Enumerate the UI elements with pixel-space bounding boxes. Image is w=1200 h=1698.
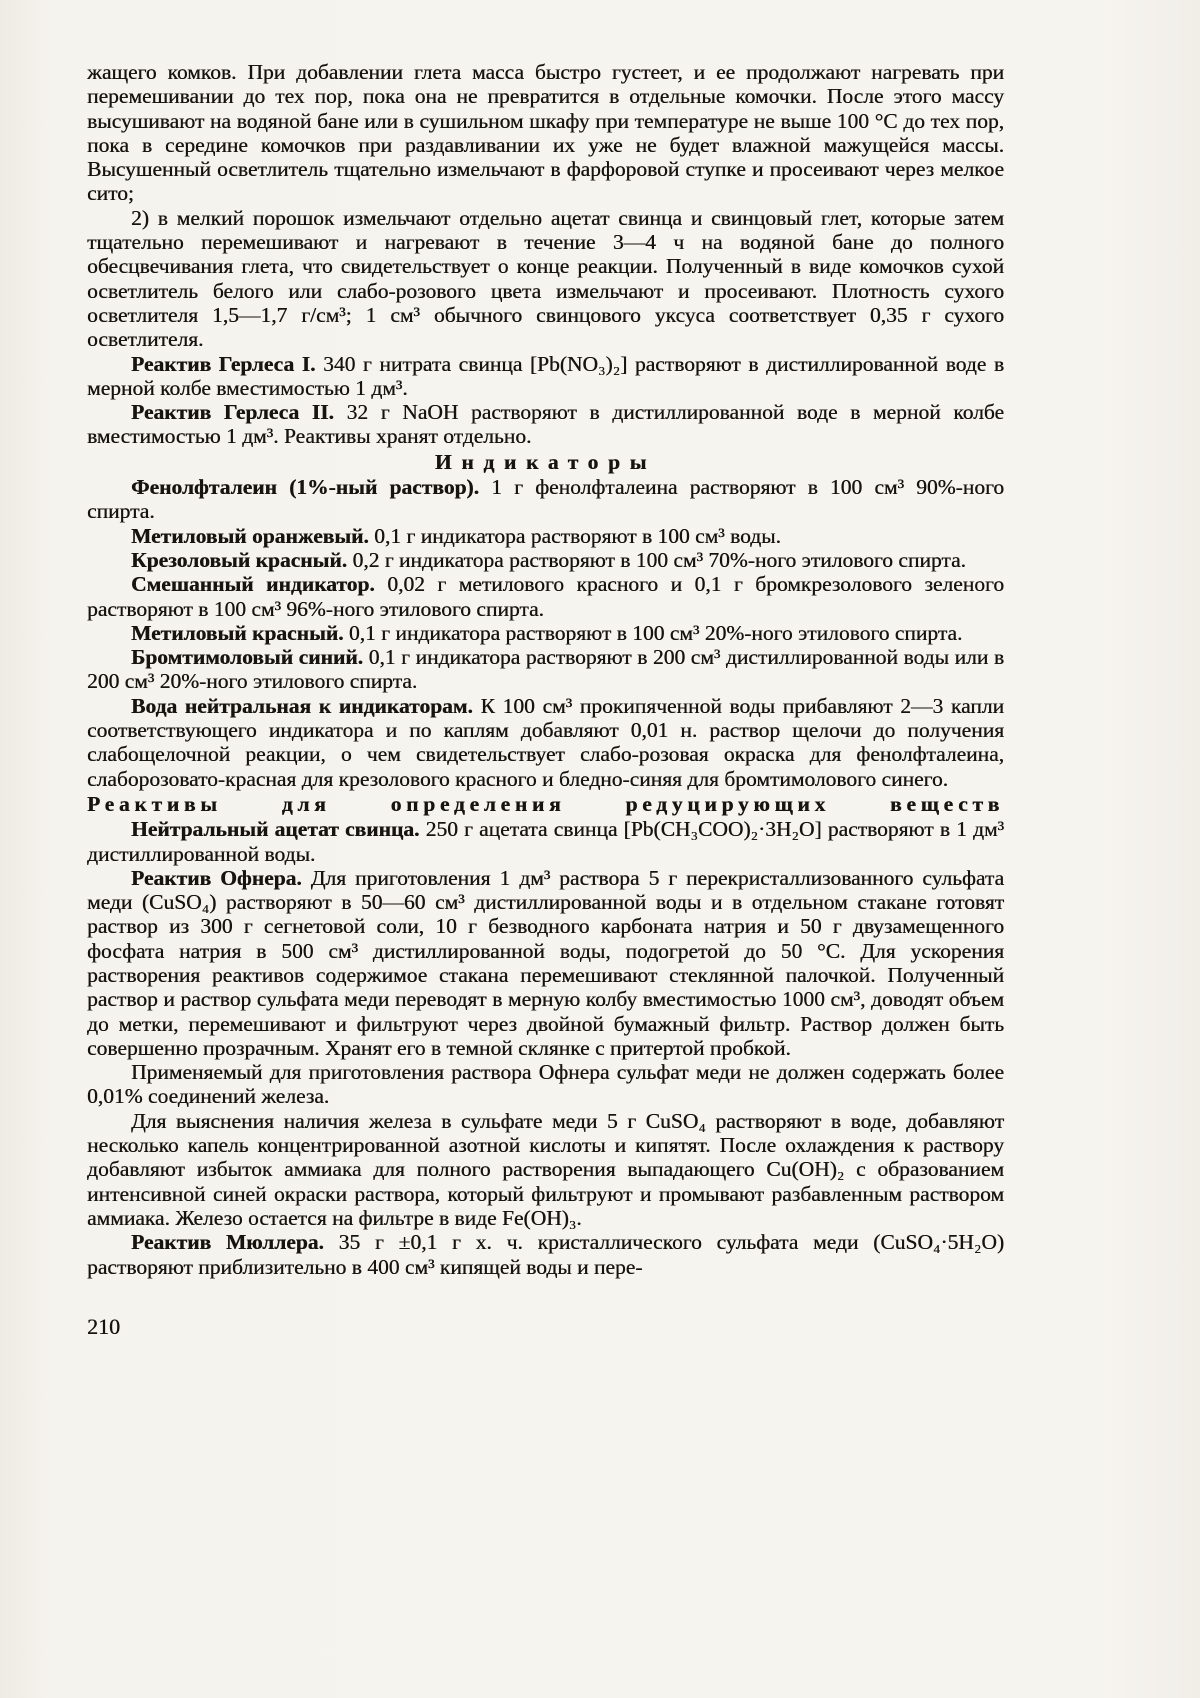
paragraph-text: 2) в мелкий порошок измельчают отдельно ацетат свинца и свинцовый глет, которые затем тщательно перемешивают и нагревают в течение 3—4 ч на водяной бане до полного обесцвечивания глета, что свидетельствует о конце реакции. Полученный в виде комочков сухой осветлитель белого или слабо-розового цвета измельчают и просеивают. Плотность сухого осветлителя 1,5—1,7 г/см³; 1 см³ обычного свинцового уксуса соответствует 0,35 г сухого осветлителя. (87, 205, 1004, 352)
paragraph-text: 35 г ±0,1 г х. ч. кристаллического сульфата меди (CuSO₄·5H₂O) растворяют приблизительно в 400 см³ кипящей воды и пере- (87, 1230, 1005, 1279)
paragraph-text: 0,1 г индикатора растворяют в 100 см³ 20%-ного этилового спирта. (348, 620, 963, 645)
reagent-lead: Крезоловый красный. (131, 547, 348, 572)
paragraph (87, 524, 1004, 548)
reagent-lead: Нейтральный ацетат свинца. (131, 817, 420, 842)
reagent-lead: Смешанный индикатор. (131, 572, 375, 597)
paragraph-text: К 100 см³ прокипяченной воды прибавляют 2—3 капли соответствующего индикатора и по каплям добавляют 0,01 н. раствор щелочи до получения слабощелочной реакции, о чем свидетельствует слабо-розовая окраска для фенолфталеина, слаборозовато-красная для крезолового красного и бледно-синяя для бромтимолового синего. (87, 693, 1004, 791)
paragraph (87, 206, 1004, 352)
paragraph (87, 645, 1004, 694)
paragraph-text: 0,1 г индикатора растворяют в 100 см³ воды. (374, 523, 781, 548)
paragraph-text: 250 г ацетата свинца [Pb(CH₃COO)₂·3H₂O] растворяют в 1 дм³ дистиллированной воды. (87, 817, 1005, 866)
paragraph (87, 866, 1004, 1060)
paragraph (87, 1230, 1004, 1279)
reagent-lead: Бромтимоловый синий. (131, 645, 364, 670)
paragraph-text: 0,1 г индикатора растворяют в 200 см³ дистиллированной воды или в 200 см³ 20%-ного этилового спирта. (87, 645, 1005, 694)
reagent-lead: Реактив Герлеса I. (131, 351, 316, 376)
paragraph (87, 475, 1004, 524)
paragraph (87, 1109, 1004, 1230)
paragraph (87, 400, 1004, 449)
reagent-lead: Метиловый красный. (131, 620, 344, 645)
reagent-lead: Фенолфталеин (1%-ный раствор). (131, 475, 479, 500)
paragraph-text: 32 г NaOH растворяют в дистиллированной воде в мерной колбе вместимостью 1 дм³. Реактивы хранят отдельно. (87, 400, 1004, 449)
reagent-lead: Реактив Офнера. (131, 865, 302, 890)
paragraph (87, 572, 1004, 621)
paragraph (87, 60, 1004, 206)
paragraph-text: 0,02 г метилового красного и 0,1 г бромкрезолового зеленого растворяют в 100 см³ 96%-ного этилового спирта. (87, 572, 1004, 621)
reagent-lead: Реактив Герлеса II. (131, 400, 334, 425)
reagent-lead: Реактив Мюллера. (131, 1230, 324, 1255)
paragraph (87, 817, 1004, 866)
paragraph-text: Применяемый для приготовления раствора Офнера сульфат меди не должен содержать более 0,01% соединений железа. (87, 1060, 1004, 1109)
reagent-lead: Вода нейтральная к индикаторам. (131, 693, 473, 718)
paragraph (87, 352, 1004, 401)
paragraph-text: 1 г фенолфталеина растворяют в 100 см³ 90%-ного спирта. (87, 475, 1005, 524)
paragraph (87, 621, 1004, 645)
section-heading-reducing-substances: Реактивы для определения редуцирующих веществ (87, 791, 1004, 816)
page-number: 210 (87, 1313, 120, 1339)
paragraph-text: Для выяснения наличия железа в сульфате меди 5 г CuSO₄ растворяют в воде, добавляют несколько капель концентрированной азотной кислоты и кипятят. После охлаждения к раствору добавляют избыток аммиака для полного растворения выпадающего Cu(OH)₂ с образованием интенсивной синей окраски раствора, который фильтруют и промывают разбавленным раствором аммиака. Железо остается на фильтре в виде Fe(OH)₃. (87, 1108, 1004, 1230)
paragraph-text: Для приготовления 1 дм³ раствора 5 г перекристаллизованного сульфата меди (CuSO₄) растворяют в 50—60 см³ дистиллированной воды и в отдельном стакане готовят раствор из 300 г сегнетовой соли, 10 г безводного карбоната натрия и 50 г двузамещенного фосфата натрия в 500 см³ дистиллированной воды, подогретой до 50 °С. Для ускорения растворения реактивов содержимое стакана перемешивают стеклянной палочкой. Полученный раствор и раствор сульфата меди переводят в мерную колбу вместимостью 1000 см³, доводят объем до метки, перемешивают и фильтруют через двойной бумажный фильтр. Раствор должен быть совершенно прозрачным. Хранят его в темной склянке с притертой пробкой. (87, 865, 1005, 1060)
paragraph-text: 0,2 г индикатора растворяют в 100 см³ 70%-ного этилового спирта. (352, 547, 966, 572)
paragraph (87, 1060, 1004, 1109)
paragraph-text: 340 г нитрата свинца [Pb(NO₃)₂] растворяют в дистиллированной воде в мерной колбе вместимостью 1 дм³. (87, 351, 1005, 400)
paragraph (87, 694, 1004, 791)
section-heading-indicators: Индикаторы (434, 449, 657, 474)
paragraph (87, 548, 1004, 572)
paragraph-text: жащего комков. При добавлении глета масса быстро густеет, и ее продолжают нагревать при перемешивании до тех пор, пока она не превратится в отдельные комочки. После этого массу высушивают на водяной бане или в сушильном шкафу при температуре не выше 100 °С до тех пор, пока в середине комочков при раздавливании их уже не будет влажной мажущейся массы. Высушенный осветлитель тщательно измельчают в фарфоровой ступке и просеивают через мелкое сито; (87, 60, 1004, 206)
reagent-lead: Метиловый оранжевый. (131, 523, 369, 548)
